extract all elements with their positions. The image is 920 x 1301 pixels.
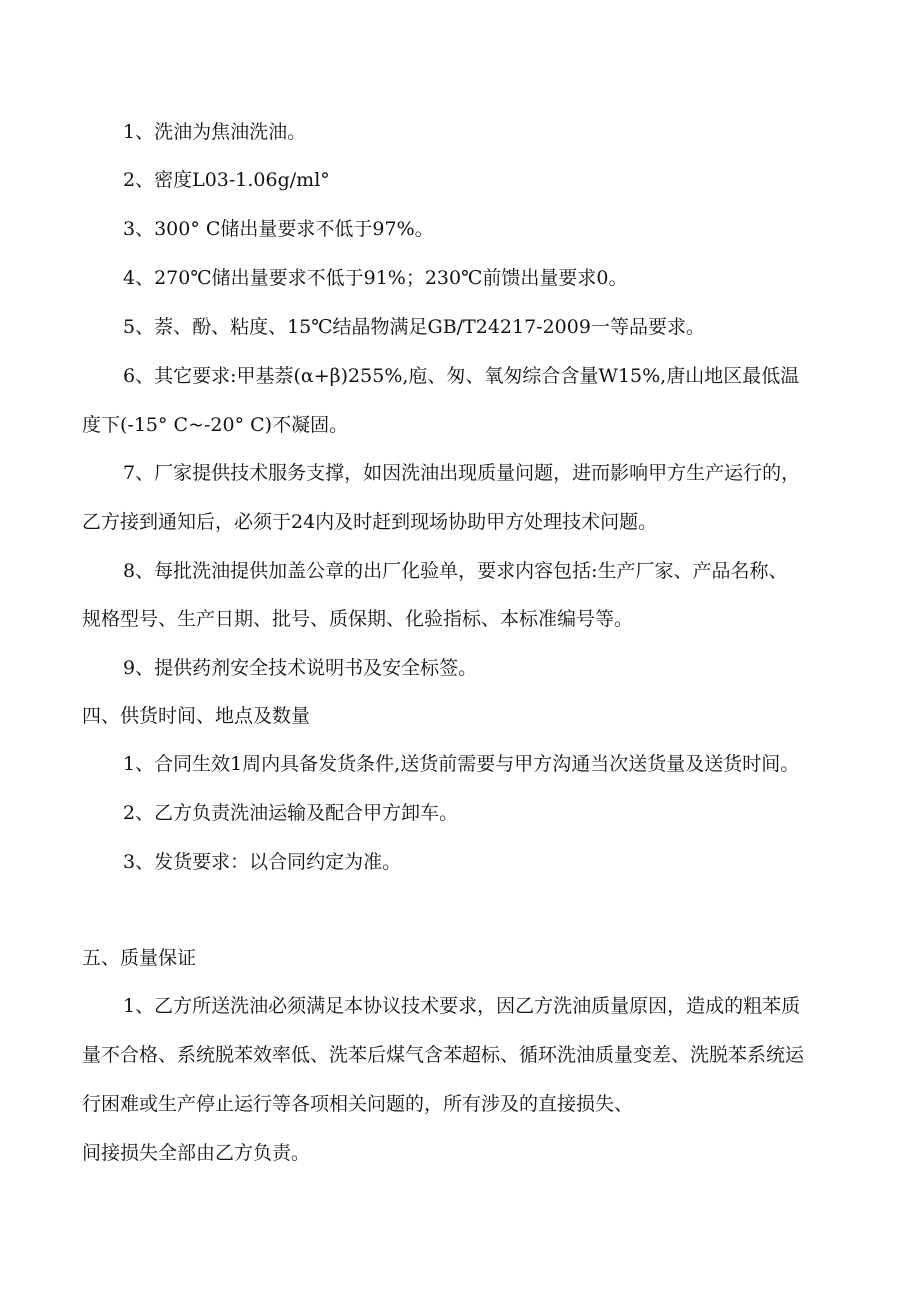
section-heading-supply: 四、供货时间、地点及数量 [82, 705, 311, 727]
requirement-item-5: 5、萘、酚、粘度、15℃结晶物满足GB/T24217-2009一等品要求。 [123, 316, 705, 338]
requirement-item-7: 7、厂家提供技术服务支撑，如因洗油出现质量问题，进而影响甲方生产运行的， [123, 462, 801, 484]
section-heading-quality: 五、质量保证 [82, 947, 197, 969]
quality-paragraph-line-1: 1、乙方所送洗油必须满足本协议技术要求，因乙方洗油质量原因，造成的粗苯质 [123, 995, 801, 1017]
requirement-item-6: 6、其它要求:甲基萘(α+β)255%,庖、匆、氧匆综合含量W15%,唐山地区最低温 [123, 365, 800, 387]
quality-paragraph-line-3: 行困难或生产停止运行等各项相关问题的，所有涉及的直接损失、 [82, 1093, 634, 1115]
requirement-item-4: 4、270℃储出量要求不低于91%；230℃前馈出量要求0。 [123, 267, 628, 289]
requirement-item-9: 9、提供药剂安全技术说明书及安全标签。 [123, 657, 478, 679]
requirement-item-2: 2、密度L03-1.06g/ml° [123, 169, 330, 191]
supply-item-2: 2、乙方负责洗油运输及配合甲方卸车。 [123, 802, 459, 824]
quality-paragraph-line-4: 间接损失全部由乙方负责。 [82, 1142, 311, 1164]
requirement-item-1: 1、洗油为焦油洗油。 [123, 121, 307, 143]
requirement-item-8-continuation: 规格型号、生产日期、批号、质保期、化验指标、本标准编号等。 [82, 608, 634, 630]
requirement-item-7-continuation: 乙方接到通知后，必须于24内及时赶到现场协助甲方处理技术问题。 [82, 511, 658, 533]
requirement-item-6-continuation: 度下(-15° C~-20° C)不凝固。 [82, 414, 349, 436]
supply-item-1: 1、合同生效1周内具备发货条件,送货前需要与甲方沟通当次送货量及送货时间。 [123, 753, 800, 775]
requirement-item-3: 3、300° C储出量要求不低于97%。 [123, 218, 434, 240]
requirement-item-8: 8、每批洗油提供加盖公章的出厂化验单，要求内容包括:生产厂家、产品名称、 [123, 560, 788, 582]
supply-item-3: 3、发货要求：以合同约定为准。 [123, 851, 402, 873]
quality-paragraph-line-2: 量不合格、系统脱苯效率低、洗苯后煤气含苯超标、循环洗油质量变差、洗脱苯系统运 [82, 1044, 805, 1066]
